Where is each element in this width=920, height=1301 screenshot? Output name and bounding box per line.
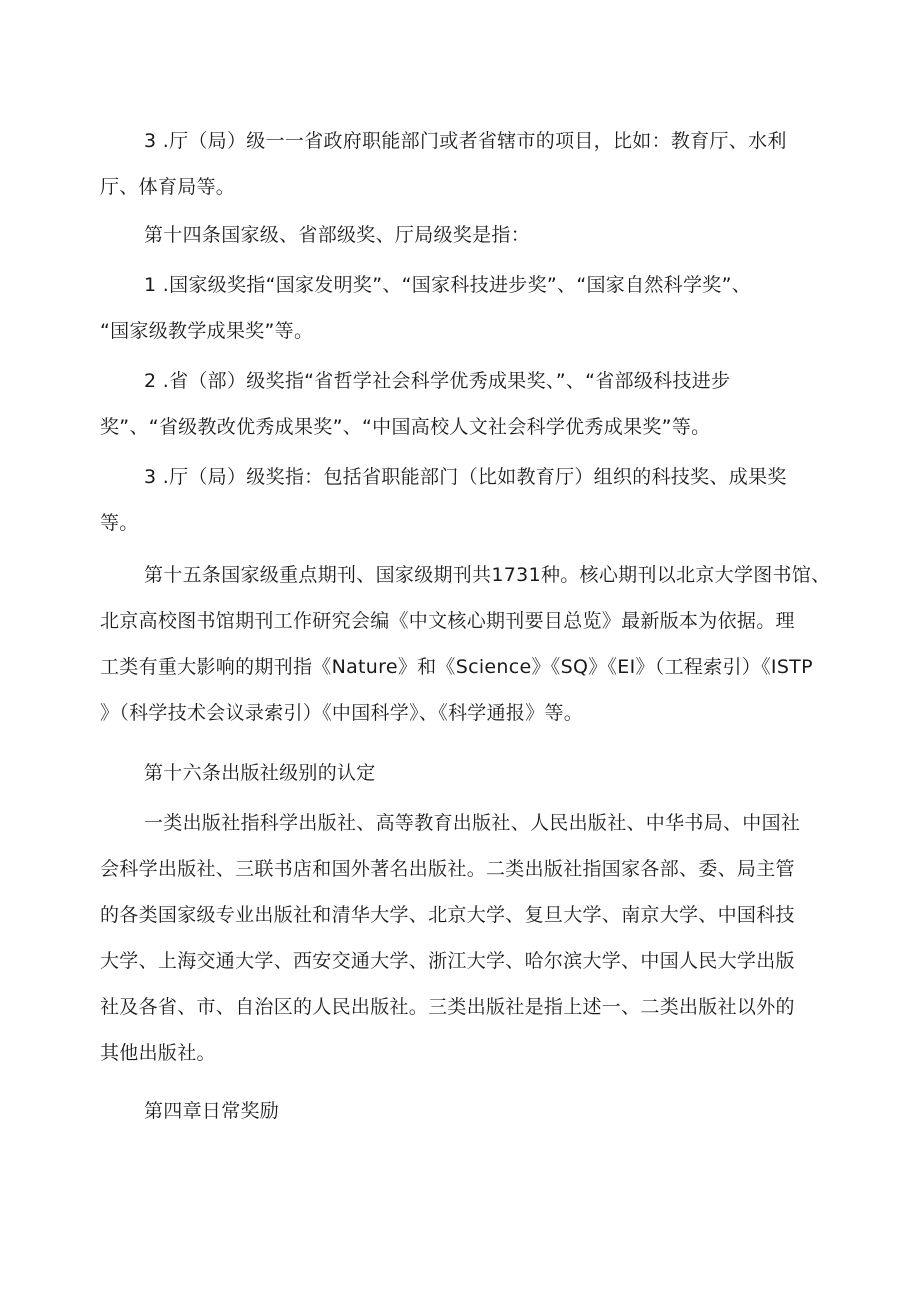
text-line: 会科学出版社、三联书店和国外著名出版社。二类出版社指国家各部、委、局主管 — [100, 858, 795, 880]
paragraph-national-award — [100, 262, 820, 354]
text-line: 第十四条国家级、省部级奖、厅局级奖是指： — [144, 224, 531, 246]
text-line: 大学、上海交通大学、西安交通大学、浙江大学、哈尔滨大学、中国人民大学出版 — [100, 950, 795, 972]
text-line: 北京高校图书馆期刊工作研究会编《中文核心期刊要目总览》最新版本为依据。理 — [100, 610, 795, 632]
text-line: 第四章日常奖励 — [144, 1100, 280, 1122]
paragraph-provincial-award — [100, 358, 820, 450]
chapter-4-heading — [100, 1088, 820, 1134]
text-line: 3 .厅（局）级一一省政府职能部门或者省辖市的项目，比如：教育厅、水利 — [144, 130, 787, 152]
text-line: 1 .国家级奖指“国家发明奖”、“国家科技进步奖”、“国家自然科学奖”、 — [144, 274, 752, 296]
text-line: 等。 — [100, 512, 139, 534]
text-line: 3 .厅（局）级奖指：包括省职能部门（比如教育厅）组织的科技奖、成果奖 — [144, 466, 787, 488]
text-line: 》（科学技术会议录索引）《中国科学》、《科学通报》等。 — [100, 702, 584, 724]
paragraph-publisher-classes — [100, 800, 820, 1076]
text-line: 社及各省、市、自治区的人民出版社。三类出版社是指上述一、二类出版社以外的 — [100, 996, 795, 1018]
text-line: 第十六条出版社级别的认定 — [144, 762, 376, 784]
article-14-heading — [100, 212, 820, 258]
paragraph-ting-ju-level-project — [100, 118, 820, 210]
article-16-heading — [100, 750, 820, 796]
text-line: “国家级教学成果奖”等。 — [100, 320, 314, 342]
text-line: 其他出版社。 — [100, 1042, 216, 1064]
text-line: 奖”、“省级教改优秀成果奖”、“中国高校人文社会科学优秀成果奖”等。 — [100, 416, 711, 438]
article-15-journals — [100, 552, 831, 736]
text-line: 厅、体育局等。 — [100, 176, 236, 198]
text-line: 第十五条国家级重点期刊、国家级期刊共1731种。核心期刊以北京大学图书馆、 — [144, 564, 831, 586]
text-line: 一类出版社指科学出版社、高等教育出版社、人民出版社、中华书局、中国社 — [144, 812, 801, 834]
paragraph-ting-ju-award — [100, 454, 820, 546]
text-line: 2 .省（部）级奖指“省哲学社会科学优秀成果奖、”、“省部级科技进步 — [144, 370, 731, 392]
text-line: 工类有重大影响的期刊指《Nature》和《Science》《SQ》《EI》（工程索引）《ISTP — [100, 656, 813, 678]
text-line: 的各类国家级专业出版社和清华大学、北京大学、复旦大学、南京大学、中国科技 — [100, 904, 795, 926]
